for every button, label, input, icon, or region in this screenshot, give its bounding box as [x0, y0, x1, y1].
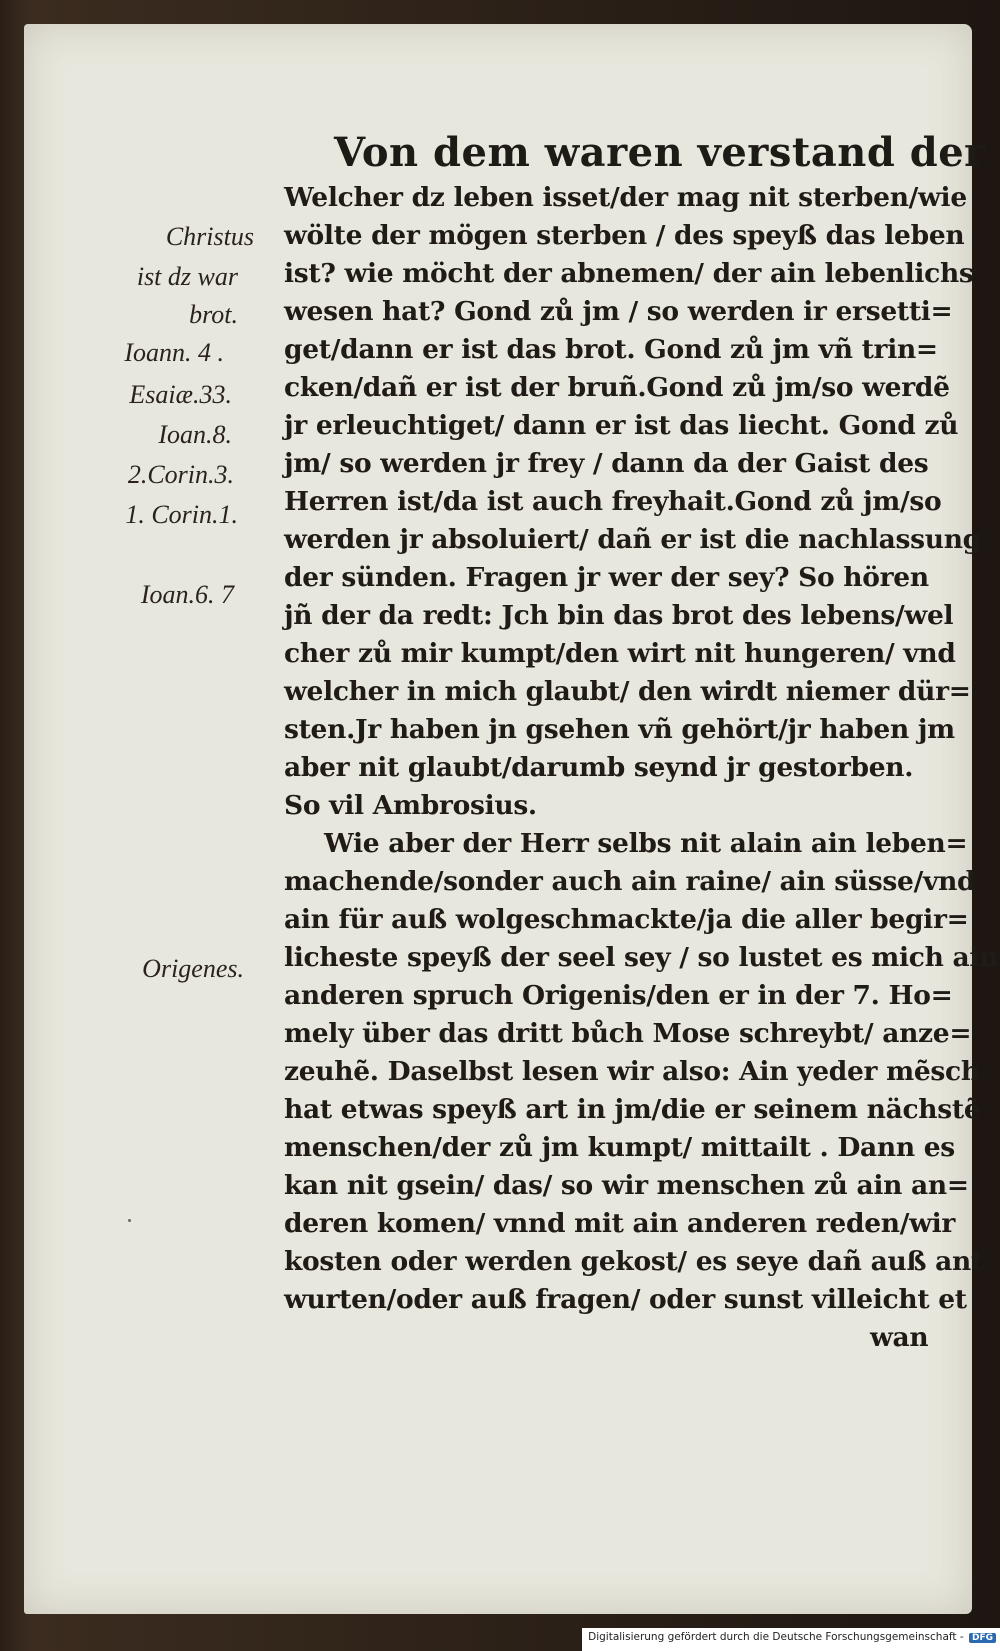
- text-line: werden jr absoluiert/ dañ er ist die nachlassung: [284, 524, 981, 555]
- text-line: ain für auß wolgeschmackte/ja die aller begir=: [284, 904, 969, 935]
- margin-note: Ioann. 4 .: [124, 338, 224, 367]
- text-line: So vil Ambrosius.: [284, 790, 537, 821]
- text-line: mely über das dritt bůch Mose schreybt/ anze=: [284, 1018, 972, 1049]
- text-line: wölte der mögen sterben / des speyß das leben: [284, 220, 965, 251]
- book-page: [24, 24, 999, 1614]
- margin-note: Esaiæ.33.: [129, 380, 232, 409]
- text-line: menschen/der zů jm kumpt/ mittailt . Dann es: [284, 1132, 955, 1163]
- text-line: kosten oder werden gekost/ es seye dañ auß ant: [284, 1246, 983, 1277]
- text-line: Wie aber der Herr selbs nit alain ain leben=: [324, 828, 968, 859]
- text-line: deren komen/ vnnd mit ain anderen reden/wir: [284, 1208, 956, 1239]
- text-line: licheste speyß der seel sey / so lustet es mich ain: [284, 942, 999, 973]
- margin-note: 2.Corin.3.: [127, 460, 234, 489]
- text-line: sten.Jr haben jn gsehen vñ gehört/jr haben jm: [284, 714, 955, 745]
- digitization-credit: [582, 1628, 1000, 1651]
- text-line: Herren ist/da ist auch freyhait.Gond zů jm/so: [284, 486, 942, 517]
- margin-note: ist dz war: [136, 262, 238, 291]
- margin-note: 1. Corin.1.: [125, 500, 238, 529]
- margin-note: Ioan.6. 7: [140, 580, 234, 609]
- running-header: Von dem waren verstand der: [334, 129, 986, 176]
- text-line: jñ der da redt: Jch bin das brot des lebens/wel: [284, 600, 954, 631]
- margin-note: Christus: [165, 222, 254, 251]
- text-line: cher zů mir kumpt/den wirt nit hungeren/ vnd: [284, 638, 956, 669]
- text-line: wesen hat? Gond zů jm / so werden ir ersetti=: [284, 296, 953, 327]
- text-line: aber nit glaubt/darumb seynd jr gestorben.: [284, 752, 914, 783]
- margin-note: brot.: [189, 300, 238, 329]
- text-line: get/dann er ist das brot. Gond zů jm vñ trin=: [284, 334, 938, 365]
- margin-note: Origenes.: [142, 954, 244, 983]
- dfg-logo: DFG: [969, 1633, 996, 1643]
- text-line: machende/sonder auch ain raine/ ain süsse/vnd: [284, 866, 976, 897]
- text-line: jr erleuchtiget/ dann er ist das liecht. Gond zů: [284, 410, 959, 441]
- text-line: kan nit gsein/ das/ so wir menschen zů ain an=: [284, 1170, 969, 1201]
- text-line: Welcher dz leben isset/der mag nit sterben/wie: [284, 182, 967, 213]
- text-line: jm/ so werden jr frey / dann da der Gaist des: [284, 448, 929, 479]
- text-line: der sünden. Fragen jr wer der sey? So hören: [284, 562, 929, 593]
- text-line: cken/dañ er ist der bruñ.Gond zů jm/so werdẽ: [284, 372, 950, 403]
- text-line: wurten/oder auß fragen/ oder sunst villeicht et: [284, 1284, 967, 1315]
- text-line: hat etwas speyß art in jm/die er seinem nächstẽ: [284, 1094, 981, 1125]
- paper-speck: [128, 1219, 131, 1222]
- text-line: ist? wie möcht der abnemen/ der ain lebenlichs: [284, 258, 974, 289]
- credit-text: Digitalisierung gefördert durch die Deutsche Forschungsgemeinschaft -: [588, 1631, 964, 1643]
- catchword: wan: [870, 1322, 929, 1353]
- text-line: welcher in mich glaubt/ den wirdt niemer dür=: [284, 676, 971, 707]
- text-line: zeuhẽ. Daselbst lesen wir also: Ain yeder mẽsch: [284, 1056, 980, 1087]
- margin-note: Ioan.8.: [158, 420, 232, 449]
- text-line: anderen spruch Origenis/den er in der 7. Ho=: [284, 980, 953, 1011]
